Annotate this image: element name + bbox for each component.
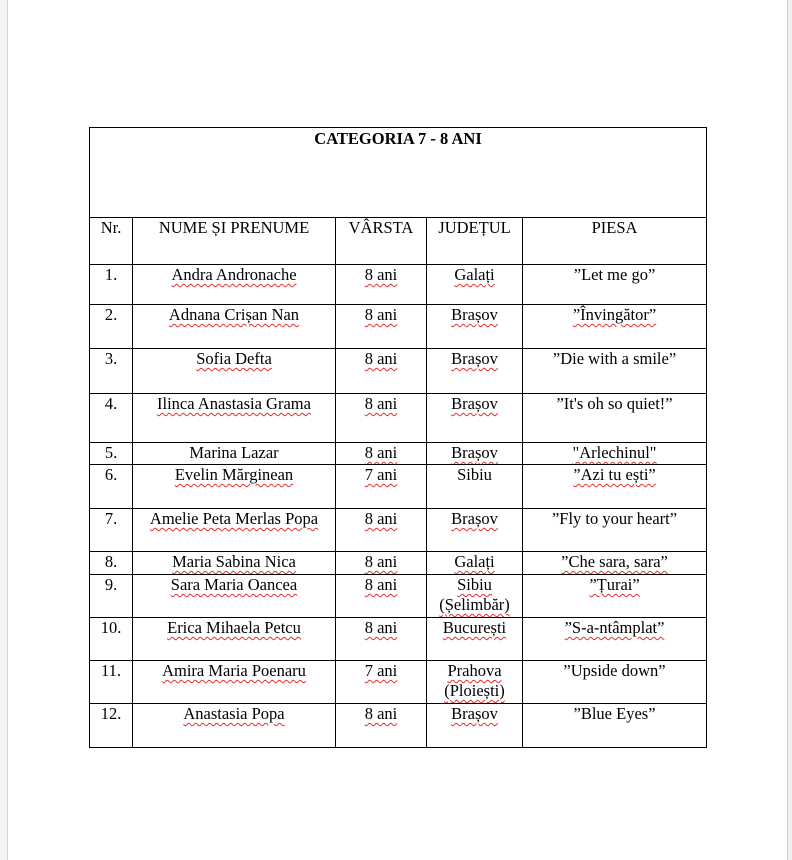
row-nume-text: Sara Maria Oancea [170, 575, 298, 594]
row-varsta [336, 661, 427, 704]
row-judet-text: Brașov [451, 305, 498, 324]
row-piesa-text: ”Azi tu ești” [573, 465, 656, 484]
row-varsta-text: 8 ani [364, 552, 398, 571]
row-judet [427, 552, 523, 575]
table-row [90, 394, 707, 443]
row-varsta [336, 265, 427, 305]
table-row [90, 575, 707, 618]
row-nume [133, 575, 336, 618]
row-varsta-text: 8 ani [364, 394, 398, 413]
row-nume-text: Anastasia Popa [183, 704, 285, 723]
row-judet-text: Galați [454, 552, 495, 571]
row-varsta-text: 7 ani [364, 465, 398, 484]
row-nume-text: Amira Maria Poenaru [162, 661, 306, 680]
row-judet [427, 575, 523, 618]
row-judet-text: Prahova (Ploiești) [444, 661, 505, 700]
row-varsta-text: 8 ani [364, 265, 398, 284]
row-nr: 8. [90, 552, 133, 575]
row-nr: 10. [90, 618, 133, 661]
row-varsta-text: 8 ani [364, 305, 398, 324]
row-nr: 2. [90, 305, 133, 349]
row-nume: Marina Lazar [133, 443, 336, 465]
row-varsta [336, 575, 427, 618]
row-nr: 6. [90, 465, 133, 509]
row-nr: 11. [90, 661, 133, 704]
table-row [90, 661, 707, 704]
row-piesa [523, 552, 707, 575]
row-piesa-text: "Arlechinul" [572, 443, 657, 462]
row-piesa: ”Blue Eyes” [523, 704, 707, 748]
row-nume [133, 305, 336, 349]
row-piesa: ”Let me go” [523, 265, 707, 305]
row-judet [427, 394, 523, 443]
table-row [90, 265, 707, 305]
row-varsta [336, 618, 427, 661]
row-nume-text: Adnana Crișan Nan [168, 305, 300, 324]
row-varsta [336, 394, 427, 443]
row-nr: 12. [90, 704, 133, 748]
row-judet-text: Galați [454, 265, 495, 284]
row-varsta [336, 443, 427, 465]
row-piesa [523, 305, 707, 349]
row-piesa: ”Upside down” [523, 661, 707, 704]
row-nume [133, 509, 336, 552]
row-varsta [336, 305, 427, 349]
header-nume: NUME ȘI PRENUME [133, 218, 336, 265]
row-nr: 9. [90, 575, 133, 618]
row-nume-text: Maria Sabina Nica [172, 552, 296, 571]
row-judet [427, 305, 523, 349]
row-varsta-text: 8 ani [364, 618, 398, 637]
table-row [90, 465, 707, 509]
row-piesa: ”Die with a smile” [523, 349, 707, 394]
row-piesa [523, 443, 707, 465]
header-row [90, 218, 707, 265]
header-judet: JUDEȚUL [427, 218, 523, 265]
row-judet-text: Brașov [451, 509, 498, 528]
contestants-table [89, 127, 707, 748]
row-judet [427, 704, 523, 748]
table-title: CATEGORIA 7 - 8 ANI [90, 128, 707, 218]
row-nume-text: Ilinca Anastasia Grama [157, 394, 311, 413]
row-varsta-text: 8 ani [364, 509, 398, 528]
row-nume-text: Erica Mihaela Petcu [167, 618, 301, 637]
row-varsta [336, 465, 427, 509]
row-nume-text: Andra Andronache [171, 265, 297, 284]
row-varsta [336, 349, 427, 394]
row-varsta [336, 509, 427, 552]
row-nr: 3. [90, 349, 133, 394]
page-right-margin [787, 0, 792, 860]
table-row [90, 349, 707, 394]
row-judet [427, 509, 523, 552]
row-nume [133, 618, 336, 661]
row-piesa-text: ”Învingător” [572, 305, 657, 324]
row-nume-text: Evelin Mărginean [174, 465, 294, 484]
header-varsta: VÂRSTA [336, 218, 427, 265]
row-nume [133, 394, 336, 443]
row-varsta-text: 8 ani [364, 704, 398, 723]
row-judet [427, 265, 523, 305]
title-row [90, 128, 707, 218]
row-nume [133, 465, 336, 509]
row-nume-text: Amelie Peta Merlas Popa [149, 509, 319, 528]
row-nume [133, 661, 336, 704]
row-judet: Sibiu [427, 465, 523, 509]
table-row [90, 704, 707, 748]
row-judet-text: Brașov [451, 349, 498, 368]
row-varsta-text: 7 ani [364, 661, 398, 680]
row-judet [427, 349, 523, 394]
page-left-margin [0, 0, 8, 860]
header-nr: Nr. [90, 218, 133, 265]
row-piesa-text: ”Țurai” [589, 575, 640, 594]
row-varsta-text: 8 ani [364, 349, 398, 368]
row-nr: 1. [90, 265, 133, 305]
row-nume [133, 552, 336, 575]
row-nr: 5. [90, 443, 133, 465]
table-row [90, 443, 707, 465]
row-nume-text: Sofia Defta [196, 349, 272, 368]
table-row [90, 552, 707, 575]
row-varsta-text: 8 ani [364, 443, 398, 462]
row-nume [133, 704, 336, 748]
row-piesa [523, 465, 707, 509]
row-piesa-text: ”S-a-ntâmplat” [564, 618, 665, 637]
row-piesa-text: ”Che sara, sara” [561, 552, 668, 571]
row-varsta [336, 704, 427, 748]
row-judet-text: Brașov [451, 443, 498, 462]
row-piesa: ”It's oh so quiet!” [523, 394, 707, 443]
row-judet-text: Brașov [451, 704, 498, 723]
row-judet [427, 661, 523, 704]
row-judet-text: Brașov [451, 394, 498, 413]
row-judet [427, 443, 523, 465]
row-piesa [523, 618, 707, 661]
row-nume [133, 265, 336, 305]
table-row [90, 305, 707, 349]
row-piesa: ”Fly to your heart” [523, 509, 707, 552]
row-nr: 4. [90, 394, 133, 443]
table-row [90, 618, 707, 661]
row-piesa [523, 575, 707, 618]
row-varsta-text: 8 ani [364, 575, 398, 594]
row-nr: 7. [90, 509, 133, 552]
row-nume [133, 349, 336, 394]
row-judet-text: Sibiu (Șelimbăr) [439, 575, 510, 614]
row-judet [427, 618, 523, 661]
table-row [90, 509, 707, 552]
row-judet-text: București [442, 618, 507, 637]
header-piesa: PIESA [523, 218, 707, 265]
row-varsta [336, 552, 427, 575]
